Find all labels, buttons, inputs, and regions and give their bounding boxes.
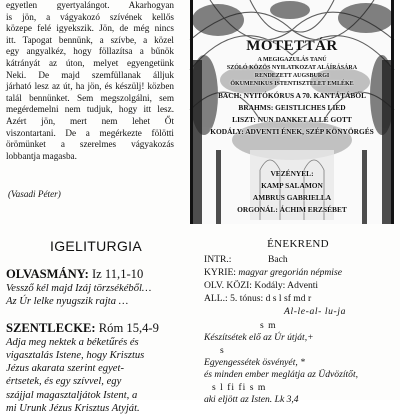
poster-line: RENDEZETT AUGSBURGI bbox=[254, 73, 330, 79]
chant-text-line: Készítsétek elő az Úr útját,+ bbox=[204, 332, 314, 343]
text-line: megérdemelni nem tudjuk, hogy itt lesz. bbox=[6, 104, 174, 115]
reading-excerpt: értsetek, és egy szívvel, egy bbox=[6, 376, 122, 388]
author-signature: (Vasadi Péter) bbox=[8, 189, 61, 199]
intr-line bbox=[204, 254, 231, 265]
all-label: ALL.: bbox=[204, 293, 228, 304]
text-line: Azért jön, mert nem lehet Őt bbox=[6, 115, 174, 126]
alleluia-syllables: Al-le-al- lu-ja bbox=[284, 306, 347, 317]
kyrie-line bbox=[204, 267, 342, 278]
text-line: egyetlen gyertyalángot. Akarhogyan bbox=[6, 0, 174, 10]
reading-excerpt: mi Urunk Jézus Krisztus Atyját. bbox=[6, 403, 140, 415]
all-value: 5. tónus: d s l sf md r bbox=[230, 293, 312, 304]
conductor-name: KAMP SALAMON bbox=[261, 181, 323, 190]
poster-program-line: BACH: NYITÓKÓRUS A 70. KANTÁTÁBÓL bbox=[217, 91, 367, 100]
solmization-notes: s m bbox=[260, 320, 277, 331]
text-line: viszontartani. De a megérkezte fölötti bbox=[6, 127, 174, 138]
all-line bbox=[204, 293, 311, 304]
olv-line bbox=[204, 280, 318, 291]
cathedral-vault-image bbox=[190, 0, 394, 224]
conductor-name: AMBRUS GABRIELLA bbox=[252, 193, 332, 202]
chant-text-line: aki eljött az Isten. Lk 3,4 bbox=[204, 394, 299, 405]
intr-label: INTR.: bbox=[204, 254, 232, 265]
text-line: közepe felé igyekszik. Jön, de még nincs bbox=[6, 23, 174, 34]
liturgy-section bbox=[6, 238, 186, 415]
reading-excerpt: Az Úr lelke nyugszik rajta … bbox=[6, 296, 129, 308]
poster-program-line: LISZT: NUN DANKET ALLE GOTT bbox=[232, 115, 352, 124]
reading-excerpt: Vessző kél majd Izáj törzsékéből… bbox=[6, 283, 152, 294]
solmization-notes: s bbox=[220, 345, 225, 356]
text-line: itt. Tapogat bennünk, a szívbe, a közel bbox=[6, 34, 174, 45]
section-heading: IGELITURGIA bbox=[50, 238, 142, 254]
kyrie-label: KYRIE: bbox=[204, 267, 236, 278]
concert-poster bbox=[190, 0, 394, 224]
reading-label: OLVASMÁNY: bbox=[6, 267, 89, 281]
reading-ref: Iz 11,1-10 bbox=[91, 267, 144, 281]
reading-title bbox=[6, 321, 186, 336]
poster-line: A MEGIGAZULÁS TANÚ bbox=[257, 57, 327, 63]
text-line: egy angyalkéz, hogy föllazítsa a bűnök bbox=[6, 46, 174, 57]
reading-title bbox=[6, 267, 186, 282]
reading-excerpt: szájjal magasztaljátok Istent, a bbox=[6, 389, 138, 401]
text-line: kátrányát az úton, melyet egyengetünk bbox=[6, 57, 174, 68]
poster-line: ÖKUMENIKUS ISTENTISZTELET EMLÉKE bbox=[230, 81, 354, 87]
chant-text-line: Egyengessétek ösvényét, * bbox=[204, 357, 305, 368]
text-line: örömünket a szerelmes vágyakozás bbox=[6, 139, 174, 150]
organist: ORGONÁL: ÁCHIM ERZSÉBET bbox=[237, 205, 347, 214]
reading-label: SZENTLECKE: bbox=[6, 320, 96, 335]
meditation-text bbox=[6, 0, 174, 162]
text-line: is jön, a vágyakozó szívének kellős bbox=[6, 11, 174, 22]
poster-line: SZÓLÓ KÖZÖS NYILATKOZAT ALÁÍRÁSÁRA bbox=[226, 65, 358, 71]
reading-excerpt: Adja meg nektek a béketűrés és bbox=[6, 336, 139, 348]
poster-title: MOTETTÁR bbox=[246, 38, 338, 54]
intr-value: Bach bbox=[268, 254, 288, 265]
text-line: Neki. De majd szemfüllanak álljuk bbox=[6, 69, 174, 80]
section-heading: ÉNEKREND bbox=[267, 238, 329, 250]
poster-program-line: KODÁLY: ADVENTI ÉNEK, SZÉP KÖNYÖRGÉS bbox=[210, 127, 374, 136]
olv-label: OLV. KÖZI: bbox=[204, 280, 252, 291]
reading-excerpt: vigasztalás Istene, hogy Krisztus bbox=[6, 349, 145, 361]
solmization-notes: s l fi fi s m bbox=[212, 382, 267, 393]
text-line: járható lesz az út, ha jön, és készülj! közben bbox=[6, 81, 174, 92]
kyrie-value: magyar gregorián népmise bbox=[238, 267, 342, 278]
reading-ref: Róm 15,4-9 bbox=[98, 320, 159, 335]
reading-excerpt: Jézus akarata szerint egyet- bbox=[6, 363, 124, 375]
chant-text-line: és minden ember meglátja az Üdvözítőt, bbox=[204, 369, 359, 380]
conductor-label: VEZÉNYEL: bbox=[270, 169, 314, 178]
text-line: talál bennünket. Sem megszolgálni, sem bbox=[6, 92, 174, 103]
olv-value: Kodály: Adventi bbox=[254, 280, 319, 291]
poster-program-line: BRAHMS: GEISTLICHES LIED bbox=[238, 103, 346, 112]
text-line: lobbantja magasba. bbox=[6, 150, 77, 161]
